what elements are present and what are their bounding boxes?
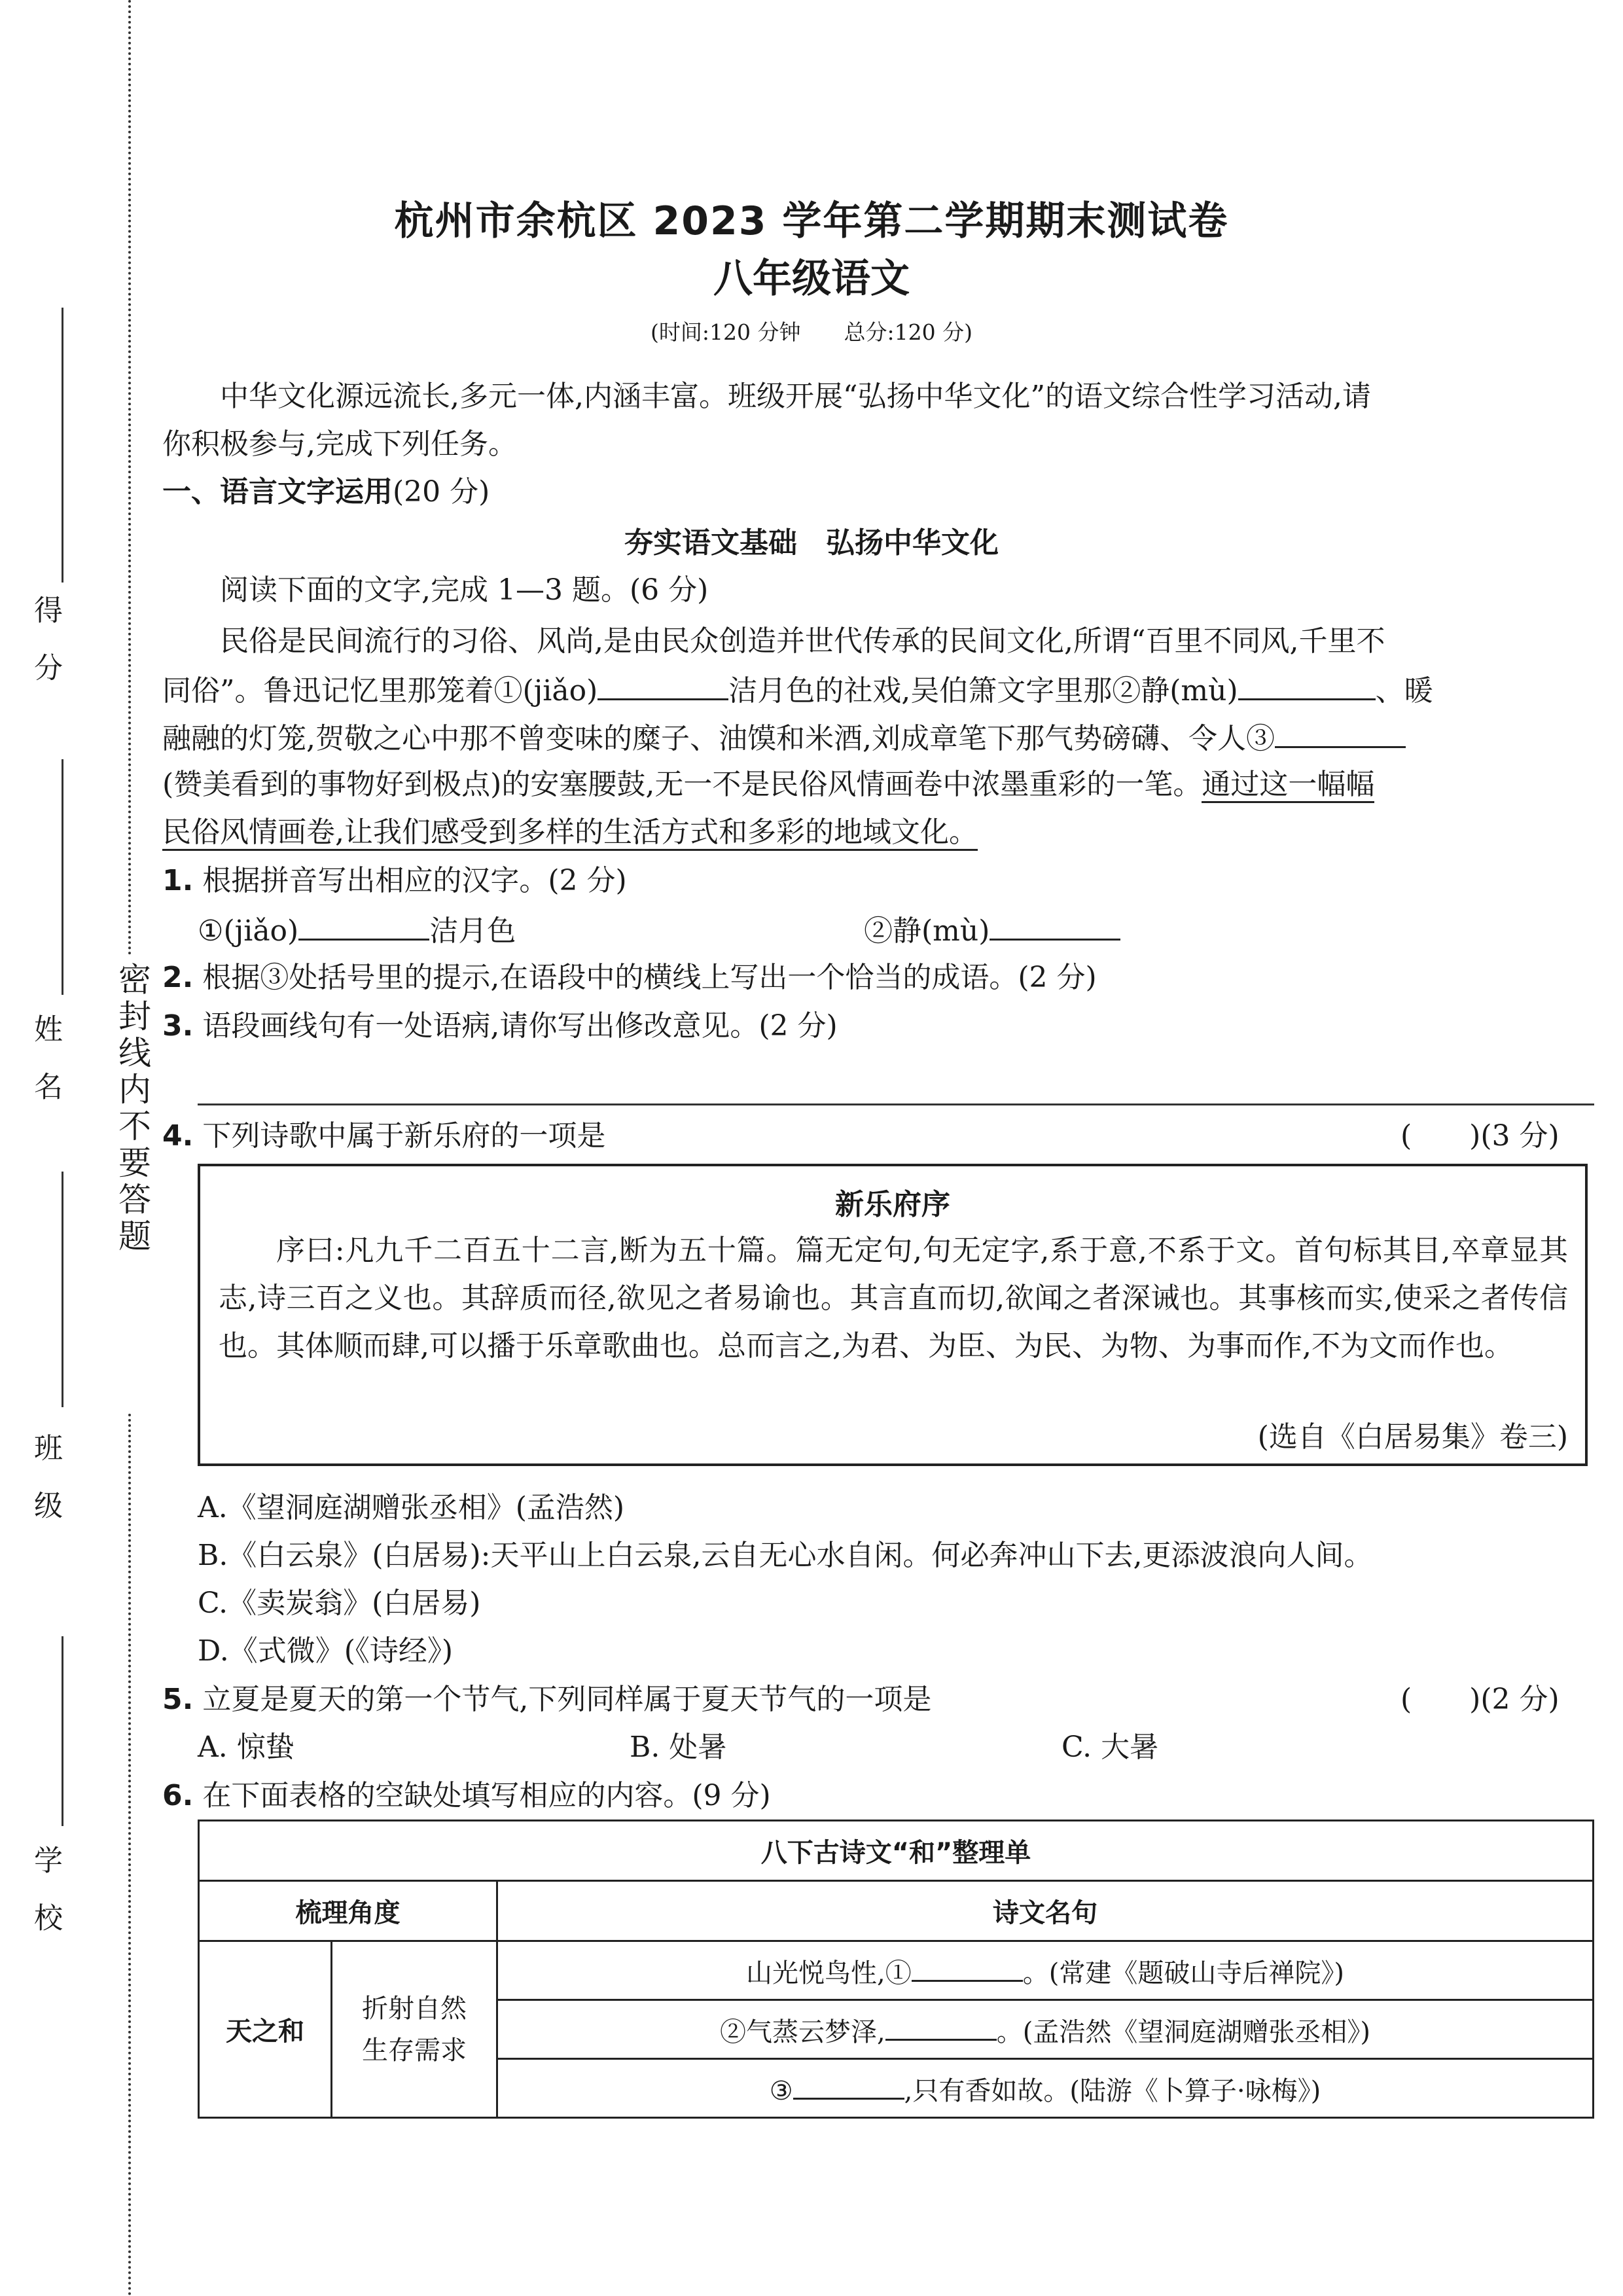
passage-line-2 <box>162 666 1433 715</box>
exam-info: (时间:120 分钟 总分:120 分) <box>651 319 972 345</box>
q5-option-a: A. 惊蛰 <box>198 1731 294 1764</box>
score-label: 得 分 <box>29 595 62 681</box>
question-text: 立夏是夏天的第一个节气,下列同样属于夏天节气的一项是 <box>202 1683 932 1716</box>
line-text: ③ <box>769 2076 793 2106</box>
class-label: 班 级 <box>29 1433 62 1519</box>
section-1-heading <box>162 469 490 516</box>
question-text: 下列诗歌中属于新乐府的一项是 <box>202 1119 606 1153</box>
exam-subject: 八年级语文 <box>713 256 910 302</box>
answer-blank-2[interactable] <box>1238 666 1376 700</box>
intro-line-2: 你积极参与,完成下列任务。 <box>162 427 517 461</box>
q4-option-a: A.《望洞庭湖赠张丞相》(孟浩然) <box>198 1491 625 1524</box>
underlined-sentence: 民俗风情画卷,让我们感受到多样的生活方式和多彩的地域文化。 <box>162 816 978 851</box>
question-text: 在下面表格的空缺处填写相应的内容。(9 分) <box>202 1779 771 1812</box>
binding-dotted-line-lower <box>128 1414 131 2296</box>
passage-text: 融融的灯笼,贺敬之心中那不曾变味的糜子、油馍和米酒,刘成章笔下那气势磅礴、令人③ <box>162 722 1275 755</box>
passage-line-3 <box>162 713 1406 762</box>
organize-table <box>198 1820 1594 2119</box>
table-line-3 <box>497 2059 1594 2118</box>
table-subcategory <box>332 1941 497 2118</box>
category-text: 天之和 <box>226 2017 304 2047</box>
passage-text: (赞美看到的事物好到极点)的安塞腰鼓,无一不是民俗风情画卷中浓墨重彩的一笔。 <box>162 768 1202 801</box>
table-line-1 <box>497 1941 1594 2000</box>
answer-blank-q1b[interactable] <box>990 906 1120 941</box>
question-text: 根据③处括号里的提示,在语段中的横线上写出一个恰当的成语。(2 分) <box>202 961 1097 994</box>
answer-blank-q1a[interactable] <box>298 906 429 941</box>
class-line <box>62 1172 63 1407</box>
passage-line-5 <box>162 809 978 856</box>
line-text: 。(常建《题破山寺后禅院》) <box>1022 1958 1344 1988</box>
passage-instruction: 阅读下面的文字,完成 1—3 题。(6 分) <box>220 573 709 607</box>
question-score: (3 分) <box>1480 1119 1560 1153</box>
passage-line-4 <box>162 761 1374 808</box>
seal-warning: 密封线内不要答题 <box>113 962 151 1255</box>
school-label: 学 校 <box>29 1845 62 1931</box>
question-number: 2. <box>162 961 194 994</box>
underlined-sentence: 通过这一幅幅 <box>1202 768 1374 803</box>
school-line <box>62 1636 63 1826</box>
answer-line-q3[interactable] <box>198 1103 1594 1105</box>
line-text: 。(孟浩然《望洞庭湖赠张丞相》) <box>996 2017 1370 2047</box>
question-number: 5. <box>162 1683 194 1716</box>
answer-paren[interactable]: ( ) <box>1400 1119 1481 1153</box>
q5-option-c: C. 大暑 <box>1061 1731 1159 1764</box>
answer-blank-t3[interactable] <box>793 2069 904 2100</box>
header-text: 梳理角度 <box>295 1898 401 1928</box>
passage-text: 、暖 <box>1375 674 1433 708</box>
question-score: (2 分) <box>1480 1683 1560 1716</box>
name-label: 姓 名 <box>29 1014 62 1100</box>
question-4 <box>162 1113 605 1160</box>
section-1-score: (20 分) <box>393 475 490 509</box>
intro-line-1: 中华文化源远流长,多元一体,内涵丰富。班级开展“弘扬中华文化”的语文综合性学习活动,请 <box>220 380 1371 413</box>
q4-option-b: B.《白云泉》(白居易):天平山上白云泉,云自无心水自闲。何必奔冲山下去,更添波浪向人间。 <box>198 1539 1373 1572</box>
answer-paren[interactable]: ( ) <box>1400 1683 1481 1716</box>
part-label: ②静(mù) <box>864 914 990 948</box>
reference-source: (选自《白居易集》卷三) <box>1257 1420 1568 1454</box>
line-text: 山光悦鸟性,① <box>746 1958 912 1988</box>
table-header-lines <box>497 1881 1594 1941</box>
question-text: 根据拼音写出相应的汉字。(2 分) <box>202 864 627 897</box>
question-text: 语段画线句有一处语病,请你写出修改意见。(2 分) <box>202 1009 838 1043</box>
passage-line-1: 民俗是民间流行的习俗、风尚,是由民众创造并世代传承的民间文化,所谓“百里不同风,千里不 <box>220 624 1385 658</box>
answer-blank-3[interactable] <box>1275 713 1406 748</box>
passage-text: 洁月色的社戏,吴伯箫文字里那②静(mù) <box>728 674 1238 708</box>
table-category <box>199 1941 332 2118</box>
question-5-answer <box>1400 1676 1560 1723</box>
question-4-answer <box>1400 1113 1560 1160</box>
part-label: ①(jiǎo) <box>198 914 299 948</box>
q4-option-c: C.《卖炭翁》(白居易) <box>198 1587 481 1620</box>
part-text: 洁月色 <box>429 914 516 948</box>
question-number: 4. <box>162 1119 194 1153</box>
question-1 <box>162 857 627 905</box>
reference-title: 新乐府序 <box>835 1188 950 1221</box>
table-line-2 <box>497 2000 1594 2059</box>
reference-box <box>198 1164 1588 1466</box>
passage-text: 同俗”。鲁迅记忆里那笼着①(jiǎo) <box>162 674 598 708</box>
question-number: 6. <box>162 1779 194 1812</box>
answer-blank-1[interactable] <box>597 666 728 700</box>
question-3 <box>162 1003 838 1050</box>
table-title-text: 八下古诗文“和”整理单 <box>760 1838 1031 1868</box>
table-title <box>199 1821 1594 1881</box>
question-number: 3. <box>162 1009 194 1043</box>
question-1-part-b <box>864 906 1120 955</box>
question-5 <box>162 1676 931 1723</box>
line-text: ,只有香如故。(陆游《卜算子·咏梅》) <box>904 2076 1321 2106</box>
q4-option-d: D.《式微》(《诗经》) <box>198 1634 454 1668</box>
table-header-angle <box>199 1881 497 1941</box>
name-line <box>62 759 63 995</box>
binding-dotted-line <box>128 0 131 956</box>
exam-title: 杭州市余杭区 2023 学年第二学期期末测试卷 <box>394 198 1229 244</box>
section-1-title: 一、语言文字运用 <box>162 475 393 509</box>
answer-blank-t2[interactable] <box>885 2010 997 2041</box>
subcategory-text: 折射自然生存需求 <box>362 1993 467 2066</box>
question-1-part-a <box>198 906 516 955</box>
answer-blank-t1[interactable] <box>912 1951 1023 1982</box>
q5-option-b: B. 处暑 <box>630 1731 727 1764</box>
line-text: ②气蒸云梦泽, <box>720 2017 885 2047</box>
question-6 <box>162 1772 771 1820</box>
reference-text: 序曰:凡九千二百五十二言,断为五十篇。篇无定句,句无定字,系于意,不系于文。首句标其目,卒章显其志,诗三百之义也。其辞质而径,欲见之者易谕也。其言直而切,欲闻之者深诫也。其事核而实,使采之者传信也。其体顺而肆,可以播于乐章歌曲也。总而言之,为君、为臣、为民、为物、为事而作,不为文而作也。 <box>219 1234 1568 1363</box>
question-2 <box>162 954 1097 1001</box>
header-text: 诗文名句 <box>993 1898 1097 1928</box>
section-theme: 夯实语文基础 弘扬中华文化 <box>624 526 999 560</box>
question-number: 1. <box>162 864 194 897</box>
